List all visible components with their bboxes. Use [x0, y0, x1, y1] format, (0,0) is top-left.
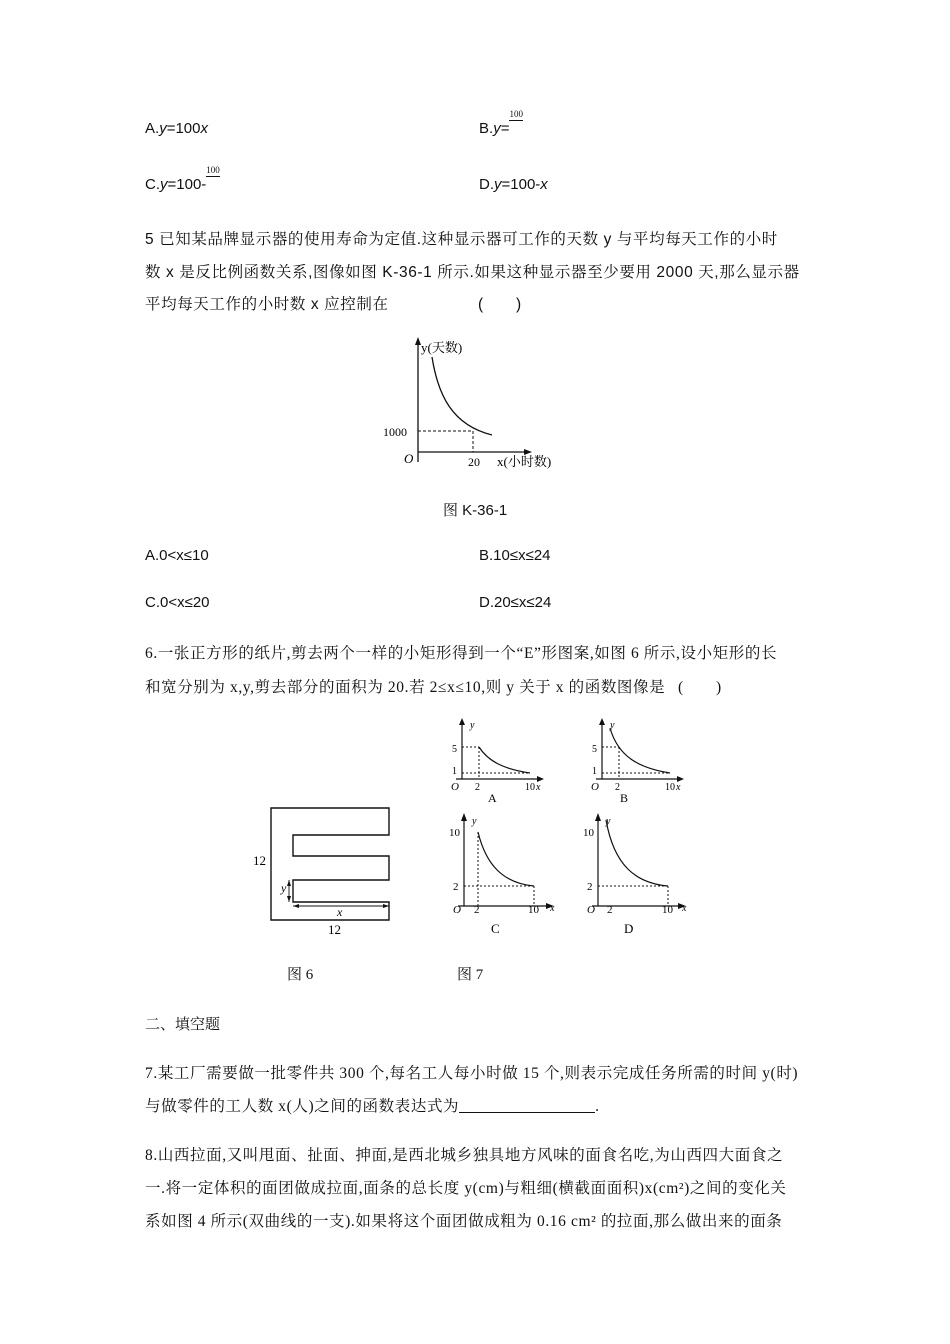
q6-answer-paren: ( )	[678, 679, 722, 696]
graph-a-letter: A	[488, 791, 497, 805]
graph-d-y-label: y	[606, 816, 611, 827]
option-b: B.y= 100	[479, 109, 523, 137]
graph-c-letter: C	[491, 921, 500, 936]
q5-option-b: B.10≤x≤24	[479, 547, 551, 564]
graph-d-origin: O	[587, 904, 595, 916]
q5-answer-paren: ( )	[478, 296, 522, 313]
graph-a-curve	[479, 747, 530, 773]
graph-c-x-label: x	[550, 903, 555, 914]
graph-b-origin: O	[591, 781, 599, 793]
section-title-fill-in: 二、填空题	[145, 1016, 221, 1033]
q5-option-d: D.20≤x≤24	[479, 594, 552, 611]
graph-b-curve	[610, 728, 670, 773]
y-tick-1000: 1000	[383, 425, 407, 439]
graph-d-y-tick-10: 10	[583, 827, 594, 839]
x-dim-arrow-right-icon	[383, 904, 389, 908]
graph-c-x-tick-10: 10	[528, 904, 539, 916]
graph-c-y-label: y	[472, 816, 477, 827]
graph-c-curve	[478, 832, 534, 886]
graph-a-y-tick-5: 5	[452, 744, 457, 755]
graph-c-x-tick-2: 2	[474, 904, 480, 916]
q6-line-1: 6.一张正方形的纸片,剪去两个一样的小矩形得到一个“E”形图案,如图 6 所示,设小矩形的长	[145, 645, 778, 662]
graph-d-y-tick-2: 2	[587, 881, 593, 893]
graph-a-y-arrow-icon	[459, 718, 465, 725]
graph-b-y-tick-5: 5	[592, 744, 597, 755]
origin-label: O	[404, 451, 414, 466]
graph-b-x-tick-2: 2	[615, 782, 620, 793]
graph-a	[448, 716, 558, 806]
q7-line-2: 与做零件的工人数 x(人)之间的函数表达式为 .	[145, 1098, 600, 1115]
graph-d-x-tick-2: 2	[607, 904, 613, 916]
graph-c-y-tick-10: 10	[449, 827, 460, 839]
graph-a-y-tick-1: 1	[452, 766, 457, 777]
graph-b-y-arrow-icon	[599, 718, 605, 725]
graph-d-letter: D	[624, 921, 634, 936]
graph-d-curve	[606, 820, 668, 886]
figure-caption-k36: 图 K-36-1	[443, 502, 508, 519]
graph-b	[588, 716, 698, 806]
graph-a-x-tick-2: 2	[475, 782, 480, 793]
q7-answer-blank[interactable]	[459, 1098, 595, 1113]
x-dim-arrow-left-icon	[293, 904, 299, 908]
graph-d-y-arrow-icon	[595, 813, 601, 821]
y-axis-label: y(天数)	[421, 340, 463, 355]
q7-line-1: 7.某工厂需要做一批零件共 300 个,每名工人每小时做 15 个,则表示完成任务所需的时间 y(时)	[145, 1065, 799, 1082]
x-tick-20: 20	[468, 455, 480, 469]
graph-c-y-arrow-icon	[461, 813, 467, 821]
graph-d-x-label: x	[682, 903, 687, 914]
graph-b-y-label: y	[610, 720, 615, 731]
graph-c-y-tick-2: 2	[453, 881, 459, 893]
graph-d	[580, 810, 700, 940]
graph-c-origin: O	[453, 904, 461, 916]
y-dim-arrow-top-icon	[287, 880, 291, 886]
graph-b-letter: B	[620, 791, 629, 805]
e-x-label: x	[337, 905, 343, 919]
e-bottom-label: 12	[328, 922, 341, 937]
q8-line-1: 8.山西拉面,又叫甩面、扯面、抻面,是西北城乡独具地方风味的面食名吃,为山西四大面食之	[145, 1147, 784, 1164]
q5-line-2: 数 x 是反比例函数关系,图像如图 K-36-1 所示.如果这种显示器至少要用 2000 天,那么显示器	[145, 264, 800, 281]
e-shape-outline	[271, 808, 389, 920]
q8-line-2: 一.将一定体积的面团做成拉面,面条的总长度 y(cm)与粗细(横截面面积)x(cm²)之间的变化关	[145, 1180, 787, 1197]
graph-a-x-label: x	[536, 782, 541, 793]
q5-option-a: A.0<x≤10	[145, 547, 209, 564]
q5-line-3: 平均每天工作的小时数 x 应控制在	[145, 296, 389, 313]
graph-a-x-tick-10: 10	[525, 782, 535, 793]
q5-option-c: C.0<x≤20	[145, 594, 210, 611]
graph-b-x-label: x	[676, 782, 681, 793]
y-dim-arrow-bottom-icon	[287, 896, 291, 902]
curve	[432, 357, 492, 435]
graph-d-x-tick-10: 10	[662, 904, 673, 916]
graph-a-origin: O	[451, 781, 459, 793]
option-d: D.y=100-x	[479, 176, 548, 193]
e-y-label: y	[281, 881, 287, 895]
q5-graph	[380, 335, 570, 475]
option-a: A.y=100x	[145, 120, 208, 137]
e-side-label: 12	[253, 853, 266, 868]
q5-line-1: 5 已知某品牌显示器的使用寿命为定值.这种显示器可工作的天数 y 与平均每天工作的小时	[145, 231, 778, 248]
graph-b-y-tick-1: 1	[592, 766, 597, 777]
option-c: C.y=100- 100	[145, 165, 220, 193]
q6-line-2: 和宽分别为 x,y,剪去部分的面积为 20.若 2≤x≤10,则 y 关于 x 的函数图像是	[145, 679, 666, 696]
graph-c	[448, 810, 568, 940]
graph-b-x-tick-10: 10	[665, 782, 675, 793]
x-axis-label: x(小时数)	[497, 454, 552, 469]
figure-caption-7: 图 7	[457, 967, 484, 983]
figure-caption-6: 图 6	[287, 967, 314, 983]
e-shape-figure	[250, 800, 400, 940]
q8-line-3: 系如图 4 所示(双曲线的一支).如果将这个面团做成粗为 0.16 cm² 的拉面,那么做出来的面条	[145, 1213, 783, 1230]
graph-a-y-label: y	[470, 720, 475, 731]
